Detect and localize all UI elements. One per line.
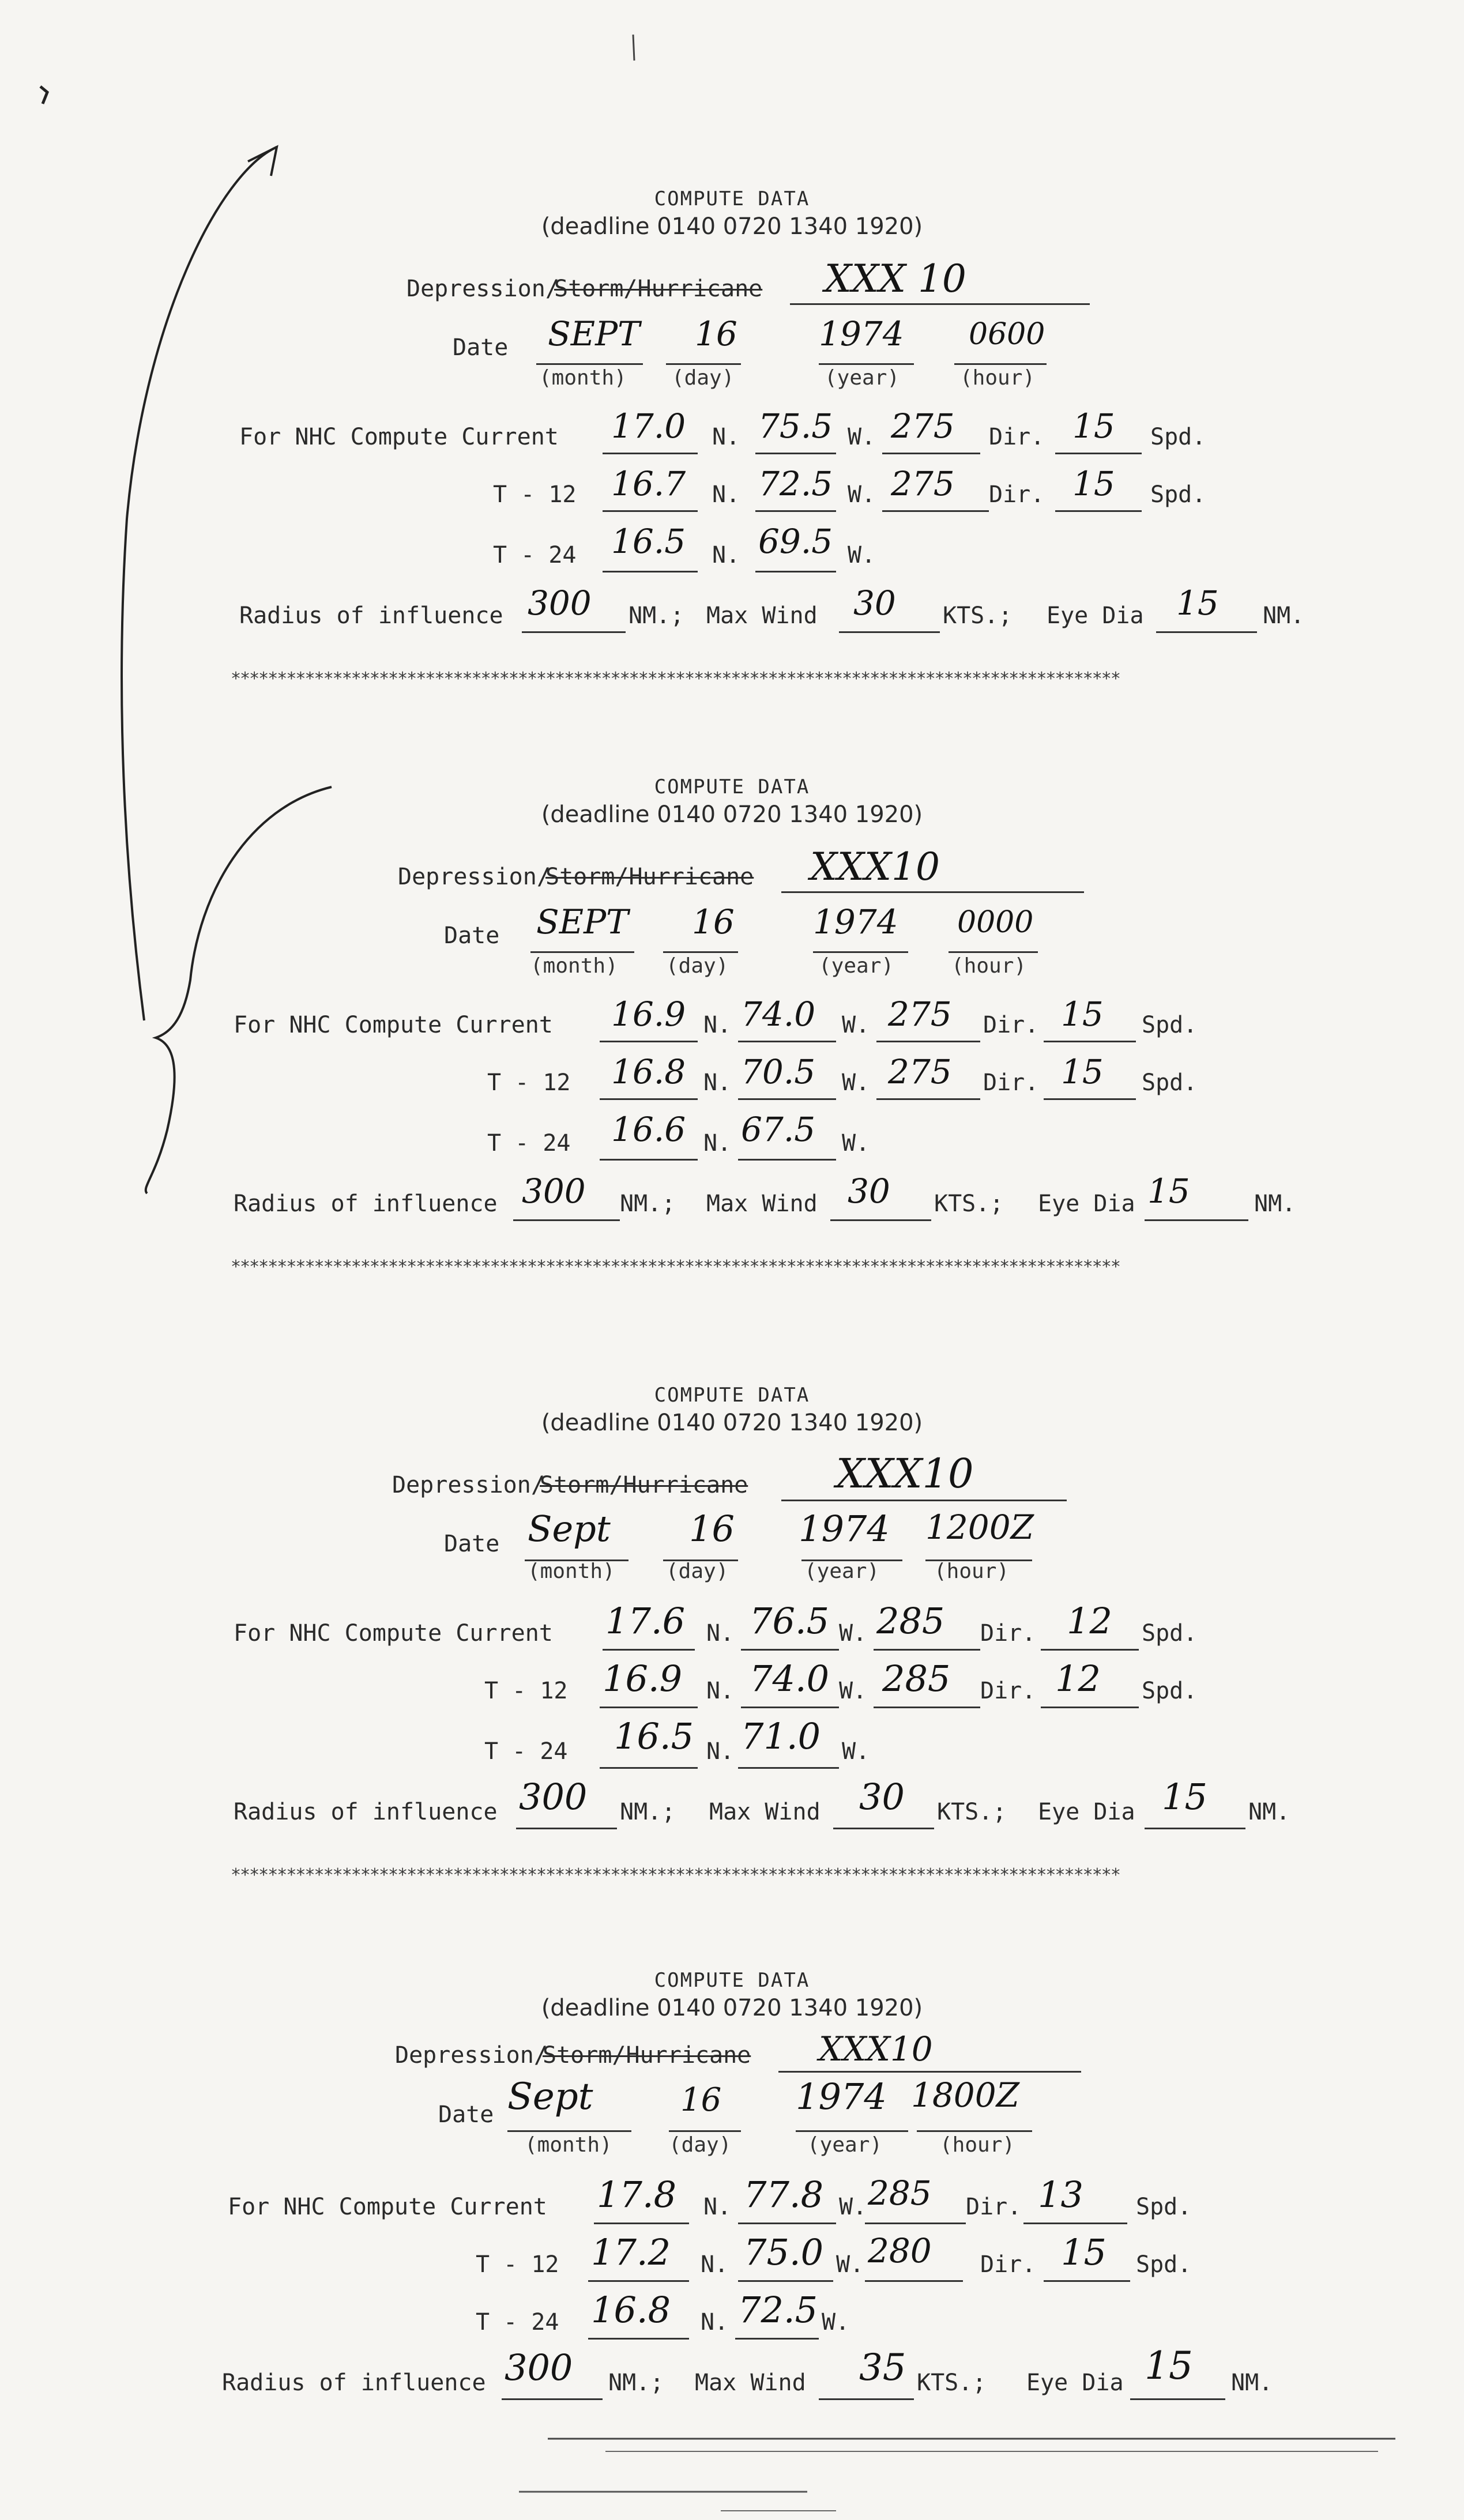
radius-label: Radius of influence	[239, 602, 503, 629]
year-value: 1974	[813, 902, 898, 941]
month-caption: (month)	[525, 2133, 612, 2157]
t24-lat-value: 16.8	[591, 2289, 671, 2331]
t24-lat-value: 16.6	[611, 1110, 686, 1149]
storm-hurricane-struck: Storm/Hurricane	[540, 1472, 748, 1498]
depression-label: Depression/	[395, 2042, 548, 2069]
storm-hurricane-struck: Storm/Hurricane	[545, 864, 754, 890]
t12-lon-value: 72.5	[758, 464, 833, 503]
hour-value: 0600	[969, 317, 1045, 352]
max-wind-value: 35	[859, 2346, 906, 2389]
w-label: W.	[839, 1620, 867, 1647]
eye-dia-value: 15	[1145, 2344, 1193, 2388]
date-label: Date	[444, 922, 500, 949]
date-label: Date	[453, 334, 509, 361]
current-spd-value: 15	[1061, 995, 1104, 1034]
depression-label: Depression/	[392, 1472, 545, 1498]
t24-lon-value: 67.5	[741, 1110, 816, 1149]
spd-label: Spd.	[1136, 2251, 1192, 2278]
nm-label: NM.;	[620, 1799, 676, 1825]
current-dir-value: 285	[876, 1600, 945, 1642]
hour-caption: (hour)	[960, 366, 1036, 390]
t12-dir-value: 280	[868, 2231, 932, 2270]
hour-value: 1800Z	[911, 2075, 1019, 2115]
compute-current-label: For NHC Compute Current	[234, 1620, 553, 1647]
t12-lat-value: 17.2	[591, 2231, 671, 2273]
eye-dia-label: Eye Dia	[1038, 1191, 1135, 1217]
spd-label: Spd.	[1150, 424, 1206, 450]
radius-value: 300	[522, 1172, 586, 1211]
form-title: COMPUTE DATA	[654, 187, 810, 210]
spd-label: Spd.	[1142, 1620, 1198, 1647]
t24-label: T - 24	[487, 1130, 571, 1157]
w-label: W.	[839, 2194, 867, 2220]
spd-label: Spd.	[1142, 1678, 1198, 1704]
kts-label: KTS.;	[937, 1799, 1007, 1825]
compute-current-label: For NHC Compute Current	[228, 2194, 547, 2220]
t12-lat-value: 16.7	[611, 464, 686, 503]
storm-hurricane-struck: Storm/Hurricane	[543, 2042, 751, 2069]
dir-label: Dir.	[980, 1678, 1036, 1704]
hour-value: 0000	[957, 905, 1034, 940]
w-label: W.	[836, 2251, 864, 2278]
month-caption: (month)	[528, 1560, 615, 1583]
w-label: W.	[842, 1130, 870, 1157]
w-label: W.	[842, 1012, 870, 1038]
day-caption: (day)	[666, 954, 729, 978]
t12-dir-value: 275	[891, 464, 955, 503]
t12-label: T - 12	[493, 481, 577, 508]
max-wind-value: 30	[853, 583, 896, 623]
eye-dia-value: 15	[1162, 1776, 1207, 1818]
n-label: N.	[706, 1620, 735, 1647]
current-lon-value: 75.5	[758, 406, 833, 446]
date-label: Date	[438, 2101, 494, 2128]
depression-label: Depression/	[407, 276, 559, 302]
t24-lon-value: 71.0	[741, 1715, 821, 1757]
t24-label: T - 24	[484, 1738, 568, 1765]
asterisk-separator: ************************************************************************************************	[231, 1257, 1120, 1277]
day-value: 16	[692, 902, 735, 941]
radius-label: Radius of influence	[222, 2370, 486, 2396]
dir-label: Dir.	[980, 2251, 1036, 2278]
w-label: W.	[848, 542, 876, 568]
month-value: Sept	[507, 2075, 593, 2118]
current-spd-value: 15	[1072, 406, 1115, 446]
max-wind-label: Max Wind	[695, 2370, 806, 2396]
nm-end-label: NM.	[1254, 1191, 1296, 1217]
kts-label: KTS.;	[917, 2370, 987, 2396]
t12-lon-value: 75.0	[744, 2231, 824, 2273]
n-label: N.	[703, 1069, 732, 1096]
w-label: W.	[842, 1738, 870, 1765]
current-dir-value: 275	[891, 406, 955, 446]
max-wind-label: Max Wind	[709, 1799, 821, 1825]
nm-label: NM.;	[620, 1191, 676, 1217]
storm-hurricane-struck: Storm/Hurricane	[554, 276, 763, 302]
nm-label: NM.;	[608, 2370, 664, 2396]
deadline-line: (deadline 0140 0720 1340 1920)	[541, 1410, 923, 1436]
radius-label: Radius of influence	[234, 1191, 498, 1217]
kts-label: KTS.;	[943, 602, 1013, 629]
t12-spd-value: 12	[1055, 1658, 1101, 1700]
t12-label: T - 12	[487, 1069, 571, 1096]
eye-dia-value: 15	[1147, 1172, 1190, 1211]
month-caption: (month)	[539, 366, 627, 390]
storm-name-value: XXX 10	[825, 257, 966, 301]
month-value: SEPT	[536, 902, 628, 941]
day-value: 16	[695, 314, 737, 353]
eye-dia-label: Eye Dia	[1026, 2370, 1124, 2396]
w-label: W.	[839, 1678, 867, 1704]
t12-lat-value: 16.8	[611, 1052, 686, 1091]
t24-lat-value: 16.5	[614, 1715, 694, 1757]
depression-label: Depression/	[398, 864, 551, 890]
storm-name-value: XXX10	[810, 845, 940, 889]
month-value: Sept	[528, 1508, 611, 1550]
deadline-line: (deadline 0140 0720 1340 1920)	[541, 801, 923, 828]
n-label: N.	[712, 481, 740, 508]
t12-dir-value: 275	[888, 1052, 952, 1091]
kts-label: KTS.;	[934, 1191, 1004, 1217]
t24-label: T - 24	[493, 542, 577, 568]
date-label: Date	[444, 1531, 500, 1557]
dir-label: Dir.	[983, 1012, 1039, 1038]
hour-caption: (hour)	[940, 2133, 1015, 2157]
nm-end-label: NM.	[1231, 2370, 1273, 2396]
nm-label: NM.;	[628, 602, 684, 629]
t12-label: T - 12	[476, 2251, 559, 2278]
t12-lon-value: 74.0	[750, 1658, 830, 1700]
t12-lat-value: 16.9	[603, 1658, 683, 1700]
month-value: SEPT	[548, 314, 640, 353]
asterisk-separator: ************************************************************************************************	[231, 1865, 1120, 1885]
compute-current-label: For NHC Compute Current	[234, 1012, 553, 1038]
spd-label: Spd.	[1142, 1012, 1198, 1038]
hour-caption: (hour)	[934, 1560, 1010, 1583]
max-wind-label: Max Wind	[706, 1191, 818, 1217]
t12-label: T - 12	[484, 1678, 568, 1704]
current-dir-value: 285	[868, 2174, 932, 2213]
t12-spd-value: 15	[1072, 464, 1115, 503]
year-caption: (year)	[807, 2133, 883, 2157]
day-caption: (day)	[666, 1560, 729, 1583]
eye-dia-label: Eye Dia	[1038, 1799, 1135, 1825]
n-label: N.	[706, 1738, 735, 1765]
dir-label: Dir.	[989, 424, 1045, 450]
nm-end-label: NM.	[1263, 602, 1305, 629]
storm-name-value: XXX10	[836, 1450, 974, 1497]
radius-label: Radius of influence	[234, 1799, 498, 1825]
n-label: N.	[703, 1012, 732, 1038]
day-value: 16	[689, 1508, 735, 1550]
asterisk-separator: ************************************************************************************************	[231, 669, 1120, 689]
hour-caption: (hour)	[951, 954, 1027, 978]
current-lat-value: 17.0	[611, 406, 686, 446]
t24-lat-value: 16.5	[611, 522, 686, 561]
year-value: 1974	[819, 314, 904, 353]
n-label: N.	[703, 1130, 732, 1157]
current-lat-value: 16.9	[611, 995, 686, 1034]
t12-lon-value: 70.5	[741, 1052, 816, 1091]
form-title: COMPUTE DATA	[654, 1384, 810, 1407]
w-label: W.	[848, 424, 876, 450]
year-value: 1974	[796, 2075, 887, 2118]
t24-label: T - 24	[476, 2309, 559, 2336]
nm-end-label: NM.	[1248, 1799, 1290, 1825]
deadline-line: (deadline 0140 0720 1340 1920)	[541, 213, 923, 240]
n-label: N.	[701, 2309, 729, 2336]
hour-value: 1200Z	[925, 1508, 1034, 1547]
dir-label: Dir.	[983, 1069, 1039, 1096]
day-caption: (day)	[669, 2133, 732, 2157]
radius-value: 300	[528, 583, 592, 623]
current-lat-value: 17.8	[597, 2174, 677, 2216]
t12-dir-value: 285	[882, 1658, 951, 1700]
year-value: 1974	[799, 1508, 890, 1550]
deadline-line: (deadline 0140 0720 1340 1920)	[541, 1995, 923, 2021]
t24-lon-value: 69.5	[758, 522, 833, 561]
current-lat-value: 17.6	[605, 1600, 686, 1642]
year-caption: (year)	[819, 954, 894, 978]
current-lon-value: 77.8	[744, 2174, 824, 2216]
n-label: N.	[706, 1678, 735, 1704]
compute-current-label: For NHC Compute Current	[239, 424, 559, 450]
w-label: W.	[848, 481, 876, 508]
radius-value: 300	[519, 1776, 588, 1818]
eye-dia-value: 15	[1176, 583, 1219, 623]
current-dir-value: 275	[888, 995, 952, 1034]
radius-value: 300	[505, 2346, 573, 2389]
n-label: N.	[701, 2251, 729, 2278]
current-lon-value: 76.5	[750, 1600, 830, 1642]
w-label: W.	[842, 1069, 870, 1096]
storm-name-value: XXX10	[819, 2029, 933, 2069]
spd-label: Spd.	[1142, 1069, 1198, 1096]
max-wind-label: Max Wind	[706, 602, 818, 629]
t12-spd-value: 15	[1061, 2231, 1107, 2273]
current-spd-value: 13	[1038, 2174, 1083, 2216]
eye-dia-label: Eye Dia	[1047, 602, 1144, 629]
t24-lon-value: 72.5	[738, 2289, 818, 2331]
current-lon-value: 74.0	[741, 995, 816, 1034]
day-caption: (day)	[672, 366, 735, 390]
current-spd-value: 12	[1067, 1600, 1112, 1642]
dir-label: Dir.	[989, 481, 1045, 508]
year-caption: (year)	[825, 366, 900, 390]
spd-label: Spd.	[1150, 481, 1206, 508]
n-label: N.	[712, 424, 740, 450]
dir-label: Dir.	[980, 1620, 1036, 1647]
max-wind-value: 30	[848, 1172, 890, 1211]
day-value: 16	[680, 2081, 722, 2119]
dir-label: Dir.	[966, 2194, 1022, 2220]
month-caption: (month)	[530, 954, 618, 978]
form-title: COMPUTE DATA	[654, 1969, 810, 1992]
w-label: W.	[822, 2309, 850, 2336]
year-caption: (year)	[804, 1560, 880, 1583]
form-title: COMPUTE DATA	[654, 775, 810, 798]
n-label: N.	[712, 542, 740, 568]
t12-spd-value: 15	[1061, 1052, 1104, 1091]
max-wind-value: 30	[859, 1776, 905, 1818]
spd-label: Spd.	[1136, 2194, 1192, 2220]
n-label: N.	[703, 2194, 732, 2220]
